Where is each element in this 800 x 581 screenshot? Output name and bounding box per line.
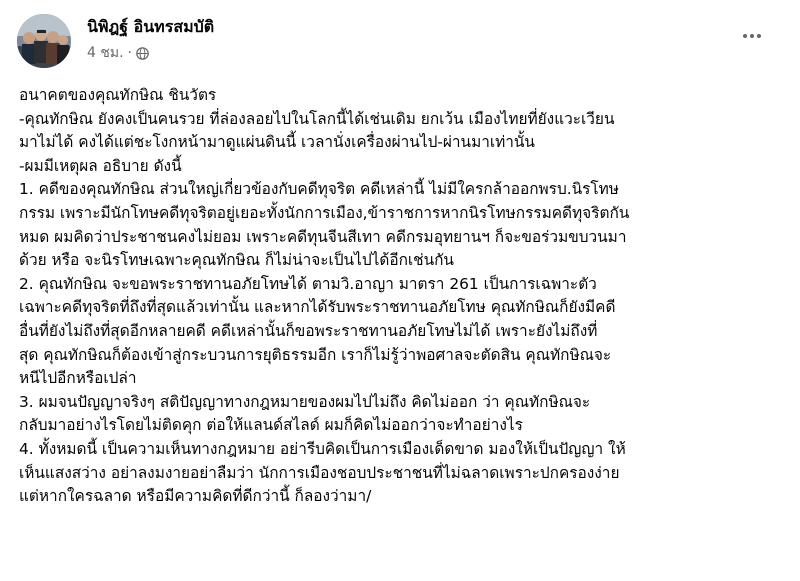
post-line: -ผมมีเหตุผล อธิบาย ดังนี้ bbox=[19, 156, 182, 175]
post-body bbox=[19, 84, 789, 509]
post-line: อื่นที่ยังไม่ถึงที่สุดอีกหลายคดี คดีเหล่านั้นก็ขอพระราชทานอภัยโทษไม่ได้ เพราะยังไม่ถึงที่ bbox=[19, 321, 598, 340]
post-line: กรรม เพราะมีนักโทษคดีทุจริตอยู่เยอะทั้งนักการเมือง,ข้าราชการหากนิรโทษกรรมคดีทุจริตกัน bbox=[19, 203, 630, 222]
post-line: มาไม่ได้ คงได้แต่ชะโงกหน้ามาดูแผ่นดินนี้ เวลานั่งเครื่องผ่านไป-ผ่านมาเท่านั้น bbox=[19, 133, 535, 152]
post-line: กลับมาอย่างไรโดยไม่ติดคุก ต่อให้แลนด์สไลด์ ผมก็คิดไม่ออกว่าจะทำอย่างไร bbox=[19, 416, 523, 435]
author-name[interactable]: นิพิฎฐ์ อินทรสมบัติ bbox=[87, 17, 215, 36]
post-line: เห็นแสงสว่าง อย่าลงมงายอย่าลืมว่า นักการเมืองชอบประชาชนที่ไม่ฉลาดเพราะปกครองง่าย bbox=[19, 463, 620, 482]
post-line: หมด ผมคิดว่าประชาชนคงไม่ยอม เพราะคดีทุนจีนสีเทา คดีกรมอุทยานฯ ก็จะขอร่วมขบวนมา bbox=[19, 227, 627, 246]
post-line: ด้วย หรือ จะนิรโทษเฉพาะคุณทักษิณ ก็ไม่น่าจะเป็นไปได้อีกเช่นกัน bbox=[19, 251, 454, 270]
post-line: 3. ผมจนปัญญาจริงๆ สติปัญญาทางกฎหมายของผมไปไม่ถึง คิดไม่ออก ว่า คุณทักษิณจะ bbox=[19, 392, 591, 411]
post-line: 1. คดีของคุณทักษิณ ส่วนใหญ่เกี่ยวข้องกับคดีทุจริต คดีเหล่านี้ ไม่มีใครกล้าออกพรบ.นิรโทษ bbox=[19, 180, 619, 199]
post-time[interactable]: 4 ชม. bbox=[87, 45, 124, 61]
post-line: สุด คุณทักษิณก็ต้องเข้าสู่กระบวนการยุติธรรมอีก เราก็ไม่รู้ว่าพอศาลจะตัดสิน คุณทักษิณจะ bbox=[19, 345, 612, 364]
more-options-icon[interactable] bbox=[738, 28, 766, 44]
post-line: -คุณทักษิณ ยังคงเป็นคนรวย ที่ล่องลอยไปในโลกนี้ได้เช่นเดิม ยกเว้น เมืองไทยที่ยังแวะเวียน bbox=[19, 109, 615, 128]
meta-separator: · bbox=[127, 45, 132, 61]
post-line: เฉพาะคดีทุจริตที่ถึงที่สุดแล้วเท่านั้น และหากได้รับพระราชทานอภัยโทษ คุณทักษิณก็ยังมีคดี bbox=[19, 298, 616, 317]
post-line: อนาคตของคุณทักษิณ ชินวัตร bbox=[19, 86, 217, 104]
post-line: 2. คุณทักษิณ จะขอพระราชทานอภัยโทษได้ ตามวิ.อาญา มาตรา 261 เป็นการเฉพาะตัว bbox=[19, 274, 597, 293]
post-line: แต่หากใครฉลาด หรือมีความคิดที่ดีกว่านี้ ก็ลองว่ามา/ bbox=[19, 487, 372, 506]
profile-photo bbox=[17, 14, 71, 68]
globe-icon[interactable] bbox=[136, 47, 149, 60]
post-meta bbox=[87, 44, 149, 62]
post-header bbox=[17, 14, 780, 70]
post-line: 4. ทั้งหมดนี้ เป็นความเห็นทางกฎหมาย อย่ารีบคิดเป็นการเมืองเด็ดขาด มองให้เป็นปัญญา ให้ bbox=[19, 439, 626, 458]
author-avatar[interactable] bbox=[17, 14, 71, 68]
post-line: หนีไปอีกหรือเปล่า bbox=[19, 369, 137, 388]
